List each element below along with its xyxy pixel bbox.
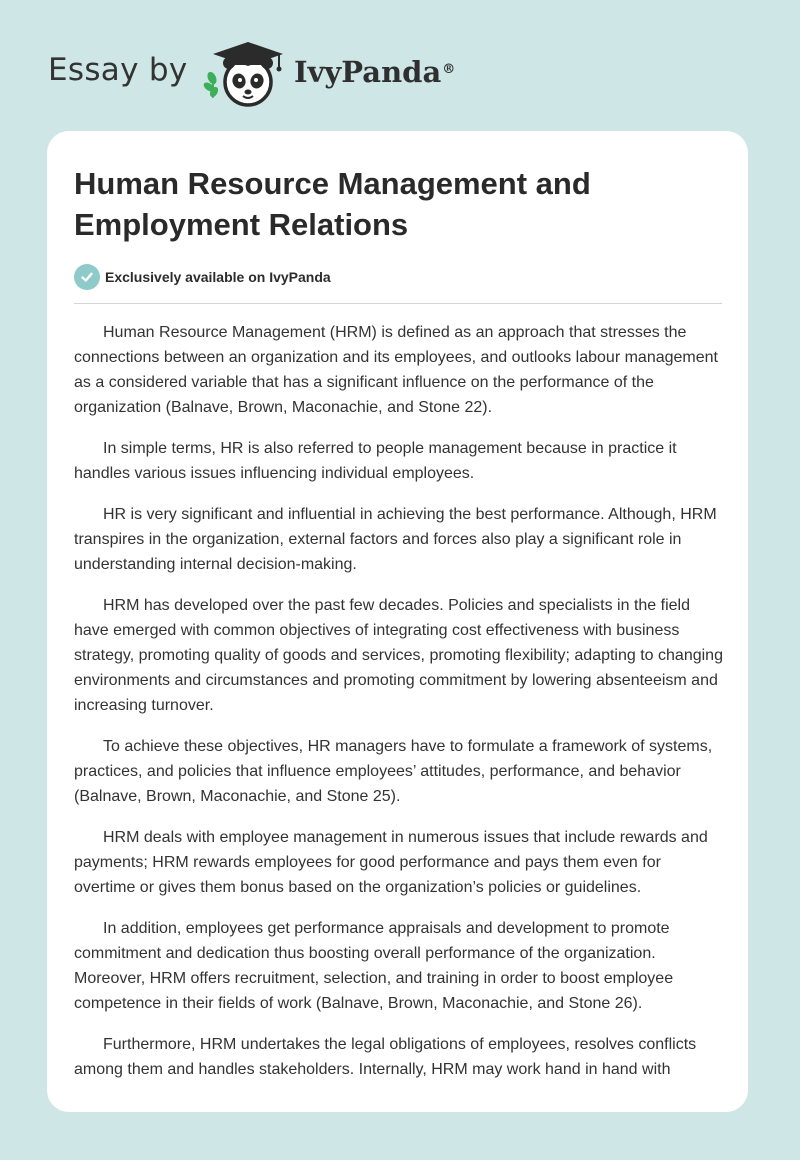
essay-card <box>47 131 748 1112</box>
panda-logo-icon[interactable] <box>203 38 289 110</box>
essay-by-label: Essay by <box>48 52 188 88</box>
paragraph: In addition, employees get performance appraisals and development to promote commitment and dedication thus boosting overall performance of the organization. Moreover, HRM offers recruitment, selection, and training in order to boost employee competence in their fields of work (Balnave, Brown, Maconachie, and Stone 26). <box>74 920 674 1012</box>
site-header <box>0 0 800 125</box>
paragraph: Human Resource Management (HRM) is defined as an approach that stresses the connections between an organization and its employees, and outlooks labour management as a considered variable that has a significant influence on the performance of the organization (Balnave, Brown, Maconachie, and Stone 22). <box>74 324 718 416</box>
brand-name-text: IvyPanda <box>294 55 442 89</box>
paragraph: HRM has developed over the past few decades. Policies and specialists in the field have emerged with common objectives of integrating cost effectiveness with business strategy, promoting quality of goods and services, promoting flexibility; adapting to changing environments and circumstances and promoting commitment by lowering absenteeism and increasing turnover. <box>74 597 723 714</box>
registered-mark: ® <box>442 62 456 77</box>
paragraph: To achieve these objectives, HR managers have to formulate a framework of systems, practices, and policies that influence employees’ attitudes, performance, and behavior (Balnave, Brown, Maconachie, and Stone 25). <box>74 738 713 805</box>
exclusive-badge-text: Exclusively available on IvyPanda <box>105 269 331 285</box>
exclusive-badge <box>74 264 331 290</box>
divider <box>74 303 722 304</box>
essay-title: Human Resource Management and Employment Relations <box>74 166 591 242</box>
paragraph: HR is very significant and influential in achieving the best performance. Although, HRM transpires in the organization, external factors and forces also play a significant role in understanding internal decision-making. <box>74 506 717 573</box>
paragraph: HRM deals with employee management in numerous issues that include rewards and payments; HRM rewards employees for good performance and pays them even for overtime or gives them bonus based on the organization’s policies or guidelines. <box>74 829 708 896</box>
essay-body <box>74 320 724 1098</box>
paragraph: Furthermore, HRM undertakes the legal obligations of employees, resolves conflicts among them and handles stakeholders. Internally, HRM may work hand in hand with <box>74 1036 697 1078</box>
paragraph: In simple terms, HR is also referred to people management because in practice it handles various issues influencing individual employees. <box>74 440 677 482</box>
brand-name[interactable] <box>294 52 455 92</box>
checkmark-icon <box>74 264 100 290</box>
